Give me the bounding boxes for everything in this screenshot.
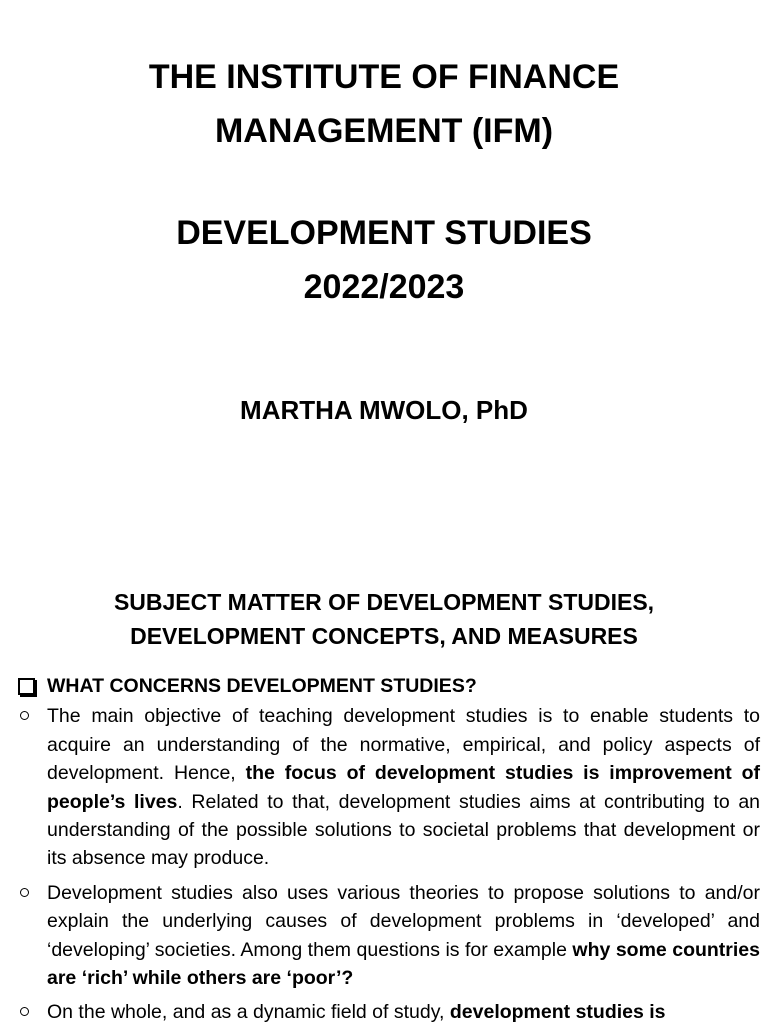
course-title <box>0 206 768 314</box>
subject-heading-line-1: SUBJECT MATTER OF DEVELOPMENT STUDIES, <box>113 589 655 615</box>
bullet-1-bold: the focus of development studies is improvement of people’s lives <box>47 762 761 813</box>
course-title-line-1: DEVELOPMENT STUDIES <box>176 214 592 252</box>
subject-heading <box>0 585 768 653</box>
hollow-circle-bullet-icon <box>20 711 29 720</box>
institute-title-line-2: MANAGEMENT (IFM) <box>214 112 554 150</box>
hollow-circle-bullet-icon <box>20 1007 29 1016</box>
section-content <box>16 672 760 1033</box>
bullet-item-2 <box>16 879 760 993</box>
bullet-3-text-a: On the whole, and as a dynamic field of study, <box>47 1001 450 1024</box>
bullet-1-text-b: . Related to that, development studies aims at contributing to an understanding of the possible solutions to societal problems that development or its absence may produce. <box>47 790 761 870</box>
bullet-item-1 <box>16 702 760 872</box>
course-year: 2022/2023 <box>303 268 465 306</box>
bullet-2-bold: why some countries are ‘rich’ while others are ‘poor’? <box>47 938 760 990</box>
institute-title-line-1: THE INSTITUTE OF FINANCE <box>148 58 620 96</box>
subject-heading-line-2: DEVELOPMENT CONCEPTS, AND MEASURES <box>130 623 638 649</box>
bullet-item-3 <box>16 998 760 1026</box>
bullet-3-bold: development studies is <box>449 1001 666 1024</box>
author-name: MARTHA MWOLO, PhD <box>240 395 528 425</box>
hollow-circle-bullet-icon <box>20 888 29 897</box>
institute-title <box>0 50 768 158</box>
bullet-1-text-a: The main objective of teaching development studies is to enable students to acquire an understanding of the normative, empirical, and policy aspects of development. Hence, <box>47 705 760 785</box>
checkbox-square-icon <box>18 678 35 695</box>
section-heading-text: WHAT CONCERNS DEVELOPMENT STUDIES? <box>47 675 477 697</box>
section-heading <box>16 672 760 700</box>
bullet-2-text-a: Development studies also uses various theories to propose solutions to and/or explain the underlying causes of development problems in ‘developed’ and ‘developing’ societies. Among them questions is for example <box>47 881 760 961</box>
